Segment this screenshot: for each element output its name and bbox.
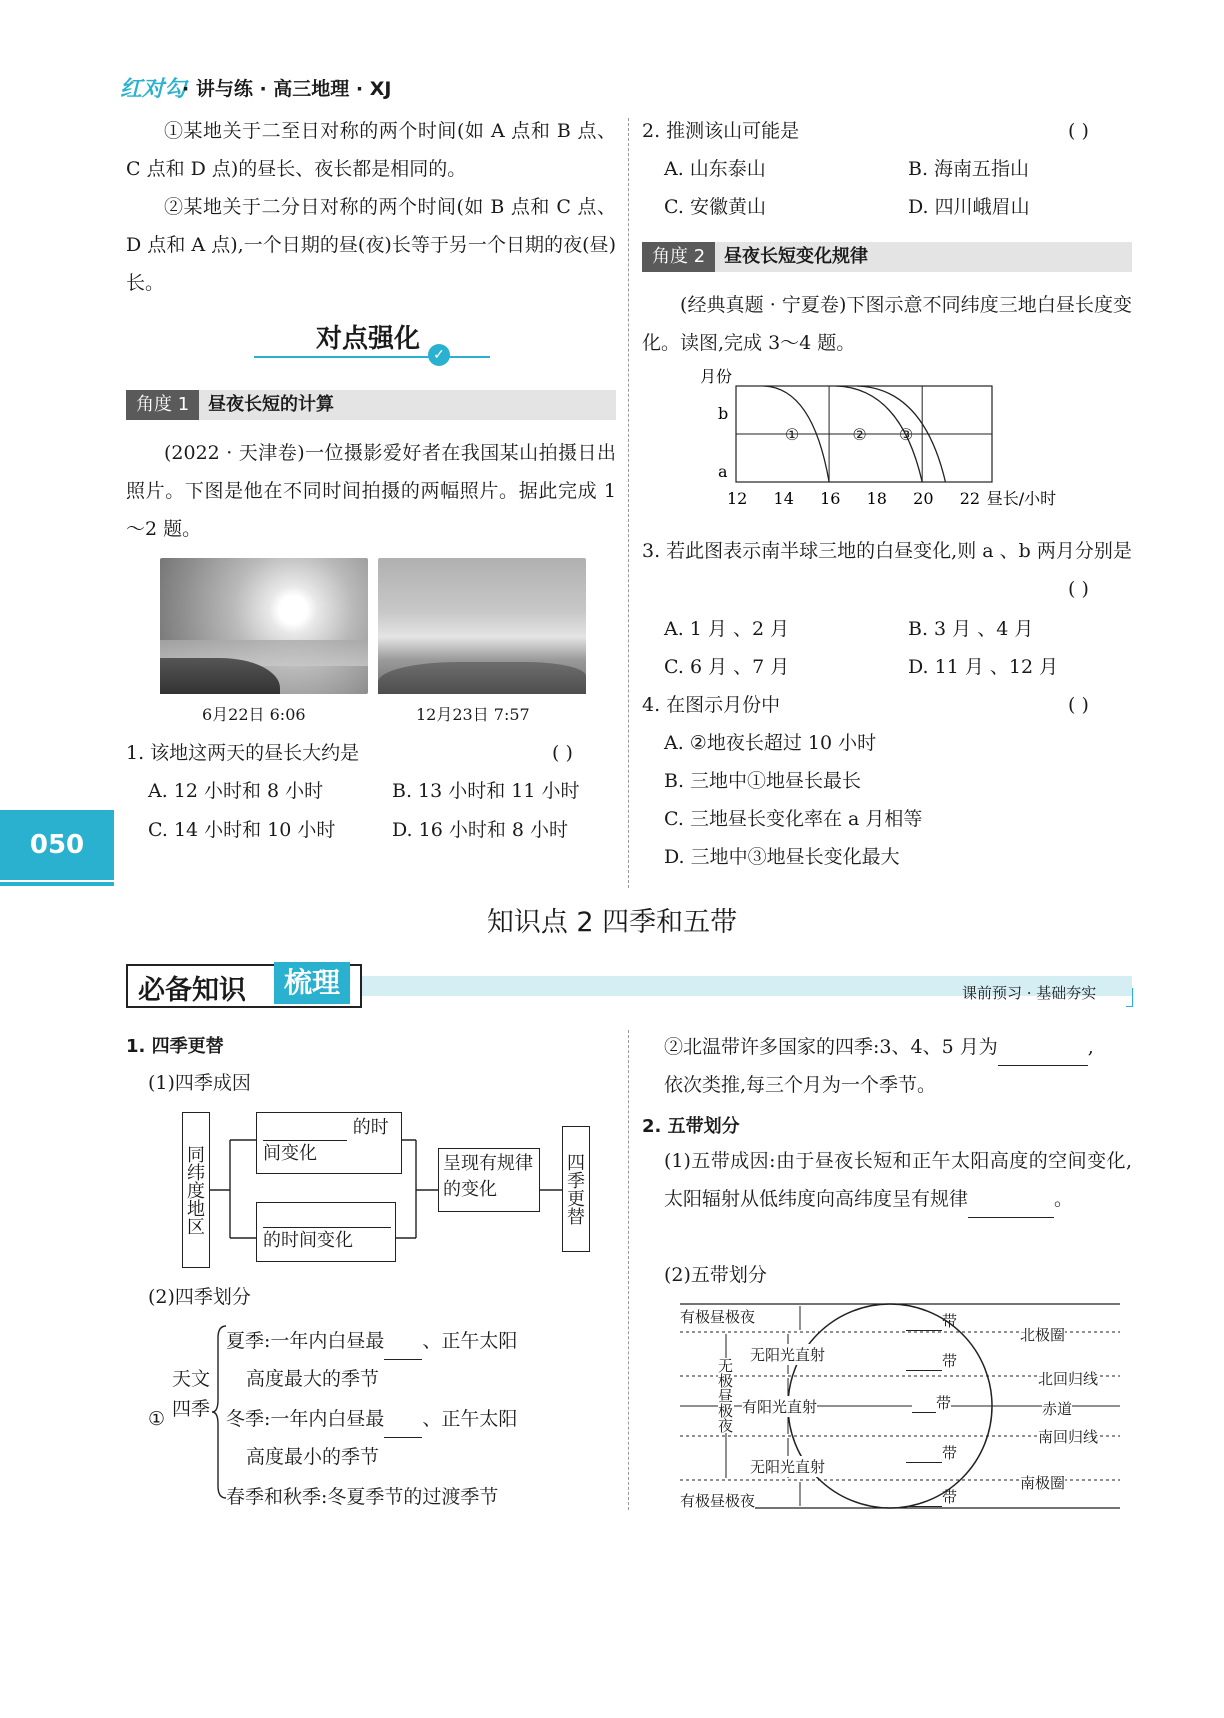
chart-xtick-12: 12: [727, 489, 748, 508]
question-2-answer-blank[interactable]: ( ): [1068, 120, 1089, 142]
belt-blank-3[interactable]: 带: [906, 1442, 957, 1463]
angle2-bar: [642, 242, 1132, 272]
chart-xtick-14: 14: [773, 489, 794, 508]
zone-label-right-4: 南极圈: [1020, 1474, 1066, 1492]
winter-text-b: 、正午太阳: [422, 1408, 518, 1430]
summer-text-b: 、正午太阳: [422, 1330, 518, 1352]
summer-line1: [226, 1322, 517, 1360]
q1-option-a[interactable]: A. 12 小时和 8 小时: [148, 780, 324, 802]
q3-option-b[interactable]: B. 3 月 、4 月: [908, 618, 1034, 640]
q2-option-d[interactable]: D. 四川峨眉山: [908, 196, 1030, 218]
winter-text-a: 冬季:一年内白昼最: [226, 1408, 385, 1430]
angle1-bar: [126, 390, 616, 420]
flow-box-top: [256, 1112, 402, 1174]
seasons-heading: 1. 四季更替: [126, 1036, 224, 1057]
brand-logo: 红对勾: [120, 77, 187, 102]
question-3-block: [642, 532, 1132, 570]
intro-text-1: (2022 · 天津卷)一位摄影爱好者在我国某山拍摄日出照片。下图是他在不同时间拍摄的两幅照片。据此完成 1～2 题。: [126, 442, 616, 540]
intro-question-1: [126, 434, 616, 548]
seasons-sub1: (1)四季成因: [148, 1072, 251, 1094]
knowledge-banner: [126, 962, 1132, 1008]
summer-blank[interactable]: [384, 1333, 422, 1360]
summer-text-a: 夏季:一年内白昼最: [226, 1330, 385, 1352]
zone-label-left-2: 有阳光直射: [742, 1398, 818, 1416]
zone-label-right-3: 南回归线: [1038, 1428, 1099, 1446]
question-1-answer-blank[interactable]: ( ): [552, 742, 573, 764]
question-1-stem: 1. 该地这两天的昼长大约是: [126, 742, 360, 764]
zones-cause: [664, 1142, 1132, 1218]
sunrise-photo-december: [378, 558, 586, 694]
q4-option-b[interactable]: B. 三地中①地昼长最长: [664, 770, 862, 792]
belt-blank-4[interactable]: 带: [906, 1486, 957, 1507]
north-text-b: ,: [1087, 1036, 1094, 1058]
zone-label-left-0: 有极昼极夜: [680, 1308, 756, 1326]
chart-series-label-2: ②: [852, 425, 867, 444]
banner-right-corner: [1126, 988, 1133, 1007]
angle2-title: 昼夜长短变化规律: [724, 246, 868, 267]
zones-blank[interactable]: [968, 1191, 1054, 1218]
zones-heading: 2. 五带划分: [642, 1116, 740, 1137]
reinforce-underline: [254, 356, 490, 358]
spring-autumn-line: 春季和秋季:冬夏季节的过渡季节: [226, 1486, 499, 1508]
q2-option-c[interactable]: C. 安徽黄山: [664, 196, 766, 218]
flow-blank-top[interactable]: [263, 1118, 347, 1141]
question-3-stem: 3. 若此图表示南半球三地的白昼变化,则 a 、b 两月分别是: [642, 540, 1132, 562]
belt-blank-2[interactable]: 带: [912, 1392, 951, 1413]
banner-right-text: 课前预习 · 基础夯实: [962, 984, 1097, 1002]
astro-label-line2: 四季: [172, 1398, 211, 1420]
q2-option-a[interactable]: A. 山东泰山: [664, 158, 766, 180]
left-intro-text: [126, 112, 616, 302]
zone-label-right-1: 北回归线: [1038, 1370, 1099, 1388]
zones-cause-b: 。: [1054, 1188, 1074, 1210]
seasons-sub2: (2)四季划分: [148, 1286, 251, 1308]
column-divider-top: [628, 118, 629, 888]
section-title: 知识点 2 四季和五带: [486, 907, 738, 938]
flow-blank-bottom[interactable]: [263, 1205, 391, 1228]
q4-option-a[interactable]: A. ②地夜长超过 10 小时: [664, 732, 877, 754]
winter-blank[interactable]: [384, 1411, 422, 1438]
q1-option-c[interactable]: C. 14 小时和 10 小时: [148, 819, 336, 841]
daylength-chart: [680, 366, 1100, 526]
chart-xtick-22: 22: [959, 489, 981, 508]
astro-label-line1: 天文: [172, 1368, 211, 1390]
q4-option-d[interactable]: D. 三地中③地昼长变化最大: [664, 846, 900, 868]
zones-sub2: (2)五带划分: [664, 1264, 767, 1286]
zone-label-left-4: 有极昼极夜: [680, 1492, 756, 1510]
chart-series-label-1: ①: [784, 425, 800, 444]
angle1-title: 昼夜长短的计算: [208, 394, 334, 415]
chart-series-label-3: ③: [898, 425, 914, 444]
zone-label-left-1: 无阳光直射: [750, 1346, 826, 1364]
spring-blank[interactable]: [998, 1039, 1088, 1066]
photo-caption-june: 6月22日 6:06: [202, 705, 306, 724]
astro-num: ①: [148, 1408, 166, 1430]
q1-option-b[interactable]: B. 13 小时和 11 小时: [392, 780, 580, 802]
column-divider-bottom: [628, 1030, 629, 1510]
flow-box-latitude: 同纬度地区: [182, 1112, 210, 1268]
zones-cause-text: [664, 1142, 1132, 1218]
zones-cause-a: (1)五带成因:由于昼夜长短和正午太阳高度的空间变化,太阳辐射从低纬度向高纬度呈有规律: [664, 1150, 1132, 1210]
check-icon: ✓: [428, 344, 450, 366]
winter-line1: [226, 1400, 517, 1438]
chart-xlabel: 昼长/小时: [986, 489, 1057, 508]
winter-line2: 高度最小的季节: [246, 1446, 380, 1468]
chart-xtick-20: 20: [913, 489, 934, 508]
flow-box-bottom: [256, 1202, 396, 1262]
photo-caption-december: 12月23日 7:57: [416, 705, 530, 724]
chart-ytick-b: b: [718, 404, 729, 423]
intro-question-3: [642, 286, 1132, 362]
banner-left-text: 必备知识: [138, 975, 246, 1006]
chart-xtick-16: 16: [820, 489, 841, 508]
chart-xtick-18: 18: [866, 489, 887, 508]
question-4-answer-blank[interactable]: ( ): [1068, 694, 1089, 716]
q2-option-b[interactable]: B. 海南五指山: [908, 158, 1030, 180]
zone-label-right-0: 北极圈: [1020, 1326, 1066, 1344]
zone-label-right-2: 赤道: [1042, 1400, 1073, 1418]
flow-box-result: 四季更替: [562, 1126, 590, 1252]
chart-frame: [718, 386, 1056, 508]
q3-option-a[interactable]: A. 1 月 、2 月: [664, 618, 790, 640]
five-zones-diagram: [680, 1296, 1120, 1516]
q4-option-c[interactable]: C. 三地昼长变化率在 a 月相等: [664, 808, 923, 830]
hill-silhouette: [378, 662, 586, 694]
north-temperate-line2: 依次类推,每三个月为一个季节。: [664, 1074, 937, 1096]
angle1-tag: 角度 1: [126, 390, 199, 420]
flow-box-middle: 呈现有规律的变化: [438, 1148, 540, 1212]
flow-box-bottom-text: 的时间变化: [263, 1230, 353, 1251]
paragraph-solstice: ①某地关于二至日对称的两个时间(如 A 点和 B 点、C 点和 D 点)的昼长、夜长都是相同的。: [126, 120, 616, 180]
belt-blank-0[interactable]: 带: [906, 1310, 957, 1331]
zone-label-vertical: 无极昼极夜: [716, 1358, 734, 1433]
sunrise-photo-june: [160, 558, 368, 694]
north-text-a: ②北温带许多国家的四季:3、4、5 月为: [664, 1036, 998, 1058]
angle2-tag: 角度 2: [642, 242, 715, 272]
page-tab-underline: [0, 882, 114, 886]
q3-option-c[interactable]: C. 6 月 、7 月: [664, 656, 790, 678]
intro-text-2: (经典真题 · 宁夏卷)下图示意不同纬度三地白昼长度变化。读图,完成 3～4 题。: [642, 294, 1132, 354]
banner-highlight: 梳理: [274, 962, 350, 1004]
q1-option-d[interactable]: D. 16 小时和 8 小时: [392, 819, 569, 841]
north-temperate-line1: [664, 1028, 1094, 1066]
flow-box-top-text: 的时间变化: [263, 1117, 389, 1164]
reinforce-title: 对点强化: [316, 324, 421, 354]
zone-label-left-3: 无阳光直射: [750, 1458, 826, 1476]
chart-ytick-a: a: [718, 462, 728, 481]
summer-line2: 高度最大的季节: [246, 1368, 380, 1390]
page-number: 050: [0, 810, 114, 880]
question-3-answer-blank[interactable]: ( ): [1068, 578, 1089, 600]
q3-option-d[interactable]: D. 11 月 、12 月: [908, 656, 1059, 678]
question-4-stem: 4. 在图示月份中: [642, 694, 781, 716]
belt-blank-1[interactable]: 带: [906, 1350, 957, 1371]
question-2-stem: 2. 推测该山可能是: [642, 120, 800, 142]
paragraph-equinox: ②某地关于二分日对称的两个时间(如 B 点和 C 点、D 点和 A 点),一个日期的昼(夜)长等于另一个日期的夜(昼)长。: [126, 196, 616, 294]
header-title: · 讲与练 · 高三地理 · XJ: [182, 78, 392, 100]
chart-ylabel: 月份: [700, 367, 733, 386]
astro-label: [172, 1364, 210, 1424]
